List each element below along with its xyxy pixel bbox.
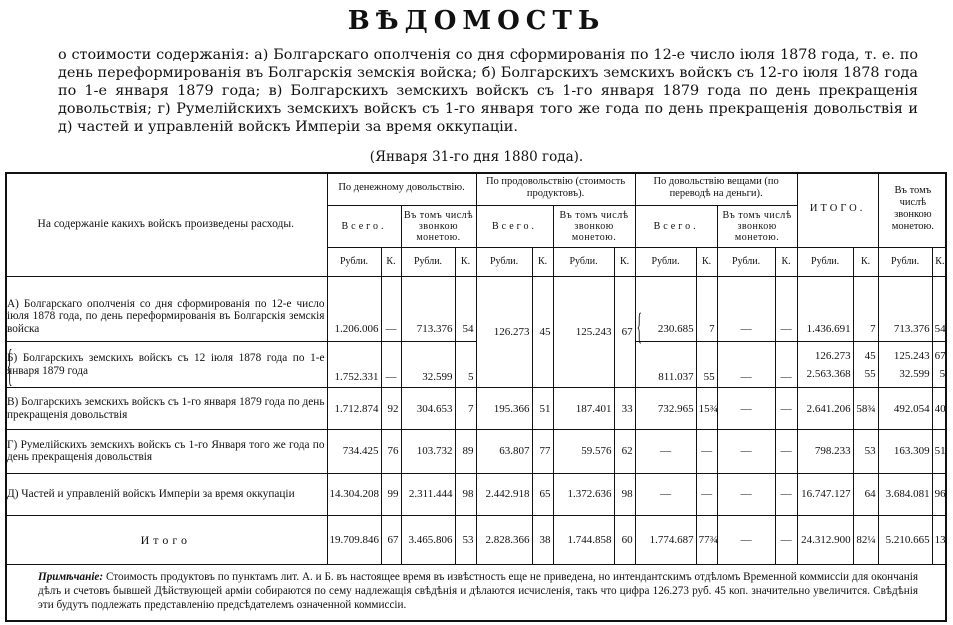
- row-label-v: В) Болгарскихъ земскихъ войскъ съ 1-го января 1879 года по день прекращенія довольствія: [5, 388, 327, 430]
- cell-itogo-r: 1.436.691: [797, 277, 853, 342]
- cell-money-total-k: —: [381, 277, 401, 342]
- cell-itogo-r: [797, 342, 853, 388]
- cell-food-total-k: 77: [532, 429, 553, 473]
- sub-header-money-total: Всего.: [327, 205, 401, 247]
- sub-header-food-total: Всего.: [476, 205, 553, 247]
- cell-money-coin-k: 7: [455, 388, 476, 430]
- cell-itogo-r: 798.233: [797, 429, 853, 473]
- unit-rub: Рубли.: [635, 247, 696, 276]
- cell-goods-coin-r: —: [717, 515, 775, 564]
- cell-goods-total-r: 1.774.687: [635, 515, 696, 564]
- cell-money-coin-r: 3.465.806: [401, 515, 455, 564]
- cell-incoin-r: [878, 342, 932, 388]
- table-row: [5, 388, 947, 430]
- cell-food-coin-k: 60: [614, 515, 635, 564]
- unit-rub: Рубли.: [717, 247, 775, 276]
- cell-itogo-r: 24.312.900: [797, 515, 853, 564]
- unit-rub: Рубли.: [553, 247, 614, 276]
- cell-food-coin-k: 62: [614, 429, 635, 473]
- cell-food-coin-r: 1.372.636: [553, 473, 614, 515]
- cell-goods-coin-r: —: [717, 342, 775, 388]
- document-date: (Января 31-го дня 1880 года).: [369, 149, 584, 165]
- cell-itogo-r: 16.747.127: [797, 473, 853, 515]
- cell-money-coin-r: 32.599: [401, 342, 455, 388]
- cell-money-total-r: 19.709.846: [327, 515, 381, 564]
- food-ab-total-value: 126.273: [493, 326, 530, 339]
- itogo-b-value: 2.563.368: [806, 367, 851, 380]
- cell-money-coin-r: 103.732: [401, 429, 455, 473]
- cell-goods-total-r: —: [635, 473, 696, 515]
- cell-incoin-k: [932, 342, 947, 388]
- brace-goods-left: {: [636, 308, 642, 349]
- cell-goods-coin-r: —: [717, 473, 775, 515]
- cell-itogo-k: 64: [853, 473, 878, 515]
- header-row-groups: [5, 172, 947, 205]
- cell-itogo-r: 2.641.206: [797, 388, 853, 430]
- goods-total-a-value: 230.685: [657, 323, 694, 336]
- cell-goods-coin-k: —: [775, 388, 797, 430]
- cell-money-coin-k: 98: [455, 473, 476, 515]
- table-row: [5, 473, 947, 515]
- cell-incoin-k: 96: [932, 473, 947, 515]
- cell-incoin-k: 40: [932, 388, 947, 430]
- cell-goods-coin-k: —: [775, 515, 797, 564]
- cell-goods-coin-k: —: [775, 473, 797, 515]
- cell-money-total-k: —: [381, 342, 401, 388]
- unit-kop: К.: [381, 247, 401, 276]
- cell-money-total-r: 734.425: [327, 429, 381, 473]
- cell-money-coin-k: 54: [455, 277, 476, 342]
- incoin-b-kop: 5: [939, 367, 946, 380]
- group-header-incoin: Въ томъ числѣ звонкою монетою.: [878, 172, 947, 247]
- cell-food-coin-k: 98: [614, 473, 635, 515]
- row-label-b: Б) Болгарскихъ земскихъ войскъ съ 12 іюля 1878 года по 1-е января 1879 года: [5, 342, 327, 388]
- cell-food-coin-ab-r: 125.243: [553, 277, 614, 388]
- cell-money-total-k: 99: [381, 473, 401, 515]
- cell-money-coin-k: 89: [455, 429, 476, 473]
- row-label-g: Г) Румелійскихъ земскихъ войскъ съ 1-го Января того же года по день прекращенія довольствія: [5, 429, 327, 473]
- cell-itogo-k: [853, 342, 878, 388]
- document-subtitle: о стоимости содержанія: а) Болгарскаго ополченія со дня сформированія по 12-е число іюля 1878 года, т. е. по день переформированія въ Болгарскія земскія войска; б) Болгарскихъ земскихъ войскъ съ 12-го іюля 1878 года по 1-е января 1879 года; в) Болгарскихъ земскихъ войскъ съ 1-го января 1879 года по день прекращенія довольствія; г) Румелійскихъ земскихъ войскъ съ 1-го января того же года по день прекращенія довольствія и д) частей и управленій войскъ Имперіи за время оккупаціи.: [58, 47, 918, 135]
- cell-goods-total-k: 15¾: [696, 388, 717, 430]
- cell-goods-total-r: —: [635, 429, 696, 473]
- cell-goods-total-k: —: [696, 473, 717, 515]
- cell-food-total-k: 38: [532, 515, 553, 564]
- cell-incoin-k: 13: [932, 515, 947, 564]
- cell-food-coin-r: 187.401: [553, 388, 614, 430]
- cell-itogo-k: 7: [853, 277, 878, 342]
- cell-itogo-k: 53: [853, 429, 878, 473]
- cell-itogo-k: 58¾: [853, 388, 878, 430]
- footnote-text: Стоимость продуктовъ по пунктамъ лит. А. и Б. въ настоящее время въ извѣстность еще не приведена, но интендантскимъ отдѣломъ Временной коммиссіи для окончанія дѣлъ и счетовъ бывшей Дѣйствующей арміи собираются по сему надлежащія свѣдѣнія и дѣлаются исчисленія, такъ что цифра 126.273 руб. 45 коп. значительно увеличится. Свѣдѣнія эти будутъ подлежать представленію предсѣдателемъ означенной коммиссіи.: [38, 571, 919, 611]
- sub-header-goods-coin: Въ томъ числѣ звонкою монетою.: [717, 205, 797, 247]
- cell-food-total-r: 2.442.918: [476, 473, 532, 515]
- goods-total-b-value: 811.037: [658, 371, 694, 384]
- cell-food-total-k: 51: [532, 388, 553, 430]
- expense-table: [5, 172, 947, 565]
- corner-header: На содержаніе какихъ войскъ произведены расходы.: [5, 172, 327, 277]
- sub-header-goods-total: Всего.: [635, 205, 717, 247]
- cell-goods-coin-k: —: [775, 342, 797, 388]
- cell-food-total-k: 65: [532, 473, 553, 515]
- cell-food-total-r: 63.807: [476, 429, 532, 473]
- cell-goods-coin-r: —: [717, 429, 775, 473]
- itogo-b-kop: 55: [864, 367, 876, 380]
- cell-goods-coin-r: —: [717, 388, 775, 430]
- cell-goods-total-k: —: [696, 429, 717, 473]
- group-header-money: По денежному довольствію.: [327, 172, 476, 205]
- brace-food-left: {: [7, 344, 13, 393]
- cell-money-total-r: 1.752.331: [327, 342, 381, 388]
- unit-rub: Рубли.: [401, 247, 455, 276]
- unit-kop: К.: [696, 247, 717, 276]
- incoin-extra-kop: 67: [934, 349, 946, 362]
- cell-food-coin-ab-k: 67: [614, 277, 635, 388]
- unit-kop: К.: [853, 247, 878, 276]
- group-header-food: По продовольствію (стоимость продуктовъ).: [476, 172, 635, 205]
- cell-money-coin-r: 713.376: [401, 277, 455, 342]
- cell-money-total-r: 14.304.208: [327, 473, 381, 515]
- cell-incoin-r: 713.376: [878, 277, 932, 342]
- cell-money-total-k: 76: [381, 429, 401, 473]
- cell-money-coin-r: 2.311.444: [401, 473, 455, 515]
- cell-goods-total-k: 7: [696, 277, 717, 342]
- cell-food-coin-r: 1.744.858: [553, 515, 614, 564]
- row-label-a: А) Болгарскаго ополченія со дня сформированія по 12-е число іюля 1878 года, по день переформированія въ Болгарскія земскія войска: [5, 277, 327, 342]
- unit-kop: К.: [614, 247, 635, 276]
- incoin-extra-value: 125.243: [893, 349, 930, 362]
- footnote-heading: Примѣчаніе:: [38, 571, 104, 583]
- cell-incoin-k: 51: [932, 429, 947, 473]
- itogo-extra-kop: 45: [864, 349, 876, 362]
- cell-incoin-r: 163.309: [878, 429, 932, 473]
- table-row: [5, 429, 947, 473]
- cell-incoin-r: 492.054: [878, 388, 932, 430]
- cell-goods-total-k: 55: [696, 342, 717, 388]
- unit-rub: Рубли.: [797, 247, 853, 276]
- sub-header-food-coin: Въ томъ числѣ звонкою монетою.: [553, 205, 635, 247]
- cell-money-total-k: 67: [381, 515, 401, 564]
- unit-rub: Рубли.: [476, 247, 532, 276]
- group-header-itogo: ИТОГО.: [797, 172, 878, 247]
- cell-food-coin-r: 59.576: [553, 429, 614, 473]
- unit-kop: К.: [532, 247, 553, 276]
- cell-food-total-r: 2.828.366: [476, 515, 532, 564]
- cell-money-total-r: 1.206.006: [327, 277, 381, 342]
- unit-kop: К.: [455, 247, 476, 276]
- total-row: [5, 515, 947, 564]
- document-heading: ВѢДОМОСТЬ: [347, 6, 606, 36]
- total-label: Итого: [5, 515, 327, 564]
- cell-incoin-k: 54: [932, 277, 947, 342]
- cell-goods-total-k: 77¾: [696, 515, 717, 564]
- cell-food-total-r: 195.366: [476, 388, 532, 430]
- unit-rub: Рубли.: [878, 247, 932, 276]
- cell-incoin-r: 5.210.665: [878, 515, 932, 564]
- cell-money-coin-r: 304.653: [401, 388, 455, 430]
- row-label-d: Д) Частей и управленій войскъ Имперіи за время оккупаціи: [5, 473, 327, 515]
- incoin-b-value: 32.599: [899, 367, 930, 380]
- cell-incoin-r: 3.684.081: [878, 473, 932, 515]
- cell-goods-coin-k: —: [775, 277, 797, 342]
- footnote: [38, 570, 918, 612]
- unit-kop: К.: [775, 247, 797, 276]
- cell-itogo-k: 82¼: [853, 515, 878, 564]
- cell-money-total-r: 1.712.874: [327, 388, 381, 430]
- cell-food-coin-k: 33: [614, 388, 635, 430]
- unit-rub: Рубли.: [327, 247, 381, 276]
- cell-goods-coin-k: —: [775, 429, 797, 473]
- cell-money-total-k: 92: [381, 388, 401, 430]
- cell-goods-total-r: 732.965: [635, 388, 696, 430]
- cell-goods-total-r: [635, 277, 696, 342]
- cell-money-coin-k: 5: [455, 342, 476, 388]
- cell-goods-coin-r: —: [717, 277, 775, 342]
- cell-money-coin-k: 53: [455, 515, 476, 564]
- itogo-extra-value: 126.273: [814, 349, 851, 362]
- table-row: [5, 277, 947, 342]
- unit-kop: К.: [932, 247, 947, 276]
- group-header-goods: По довольствію вещами (по переводѣ на деньги).: [635, 172, 797, 205]
- cell-food-total-ab-k: 45: [532, 277, 553, 388]
- sub-header-money-coin: Въ томъ числѣ звонкою монетою.: [401, 205, 476, 247]
